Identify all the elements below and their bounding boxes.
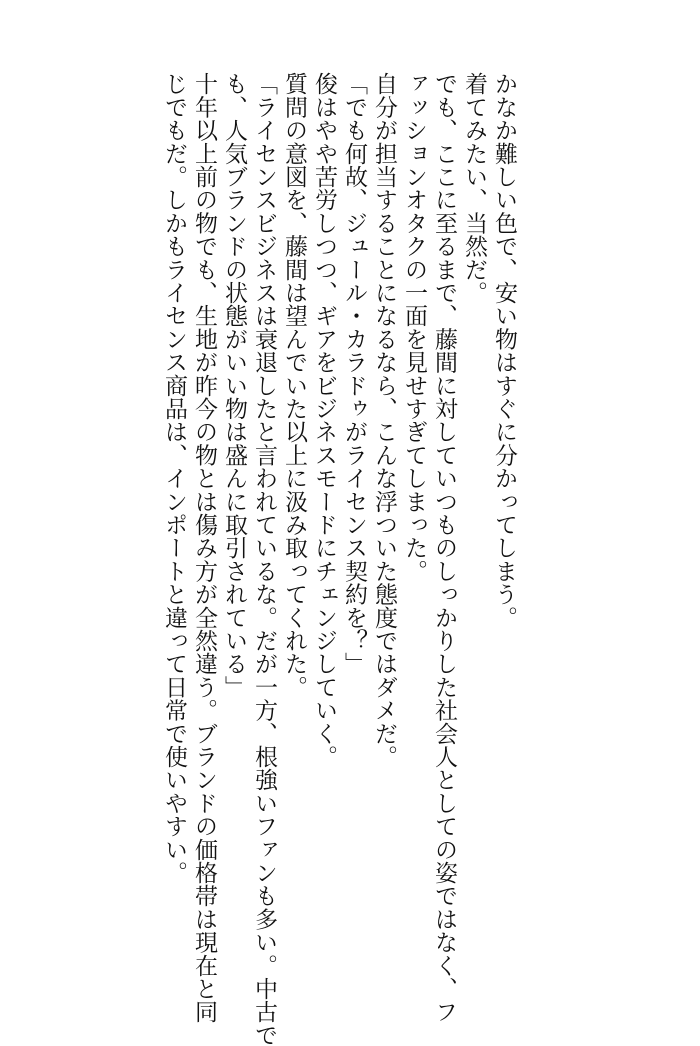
text-line: 自分が担当することになるなら、こんな浮ついた態度ではダメだ。	[371, 72, 397, 768]
text-line: 「でも何故、ジュール・カラドゥがライセンス契約を？」	[341, 72, 367, 676]
text-line: も、人気ブランドの状態がいい物は盛んに取引されている」	[221, 72, 247, 699]
text-line: ァッションオタクの一面を見せすぎてしまった。	[401, 72, 427, 583]
text-line: でも、ここに至るまで、藤間に対していつものしっかりした社会人としての姿ではなく、フ	[431, 72, 457, 1024]
text-line: 質問の意図を、藤間は望んでいた以上に汲み取ってくれた。	[281, 72, 307, 699]
text-line: 着てみたい、当然だ。	[461, 72, 487, 304]
text-line: 十年以上前の物でも、生地が昨今の物とは傷み方が全然違う。ブランドの価格帯は現在と同	[191, 72, 217, 1024]
text-line: 俊はやや苦労しつつ、ギアをビジネスモードにチェンジしていく。	[311, 72, 337, 768]
text-line: かなか難しい色で、安い物はすぐに分かってしまう。	[491, 72, 517, 629]
vertical-text-block	[159, 72, 519, 1046]
text-line: 「ライセンスビジネスは衰退したと言われているな。だが一方、根強いファンも多い。中古で	[251, 72, 277, 1046]
text-line: じでもだ。しかもライセンス商品は、インポートと違って日常で使いやすい。	[161, 72, 187, 884]
